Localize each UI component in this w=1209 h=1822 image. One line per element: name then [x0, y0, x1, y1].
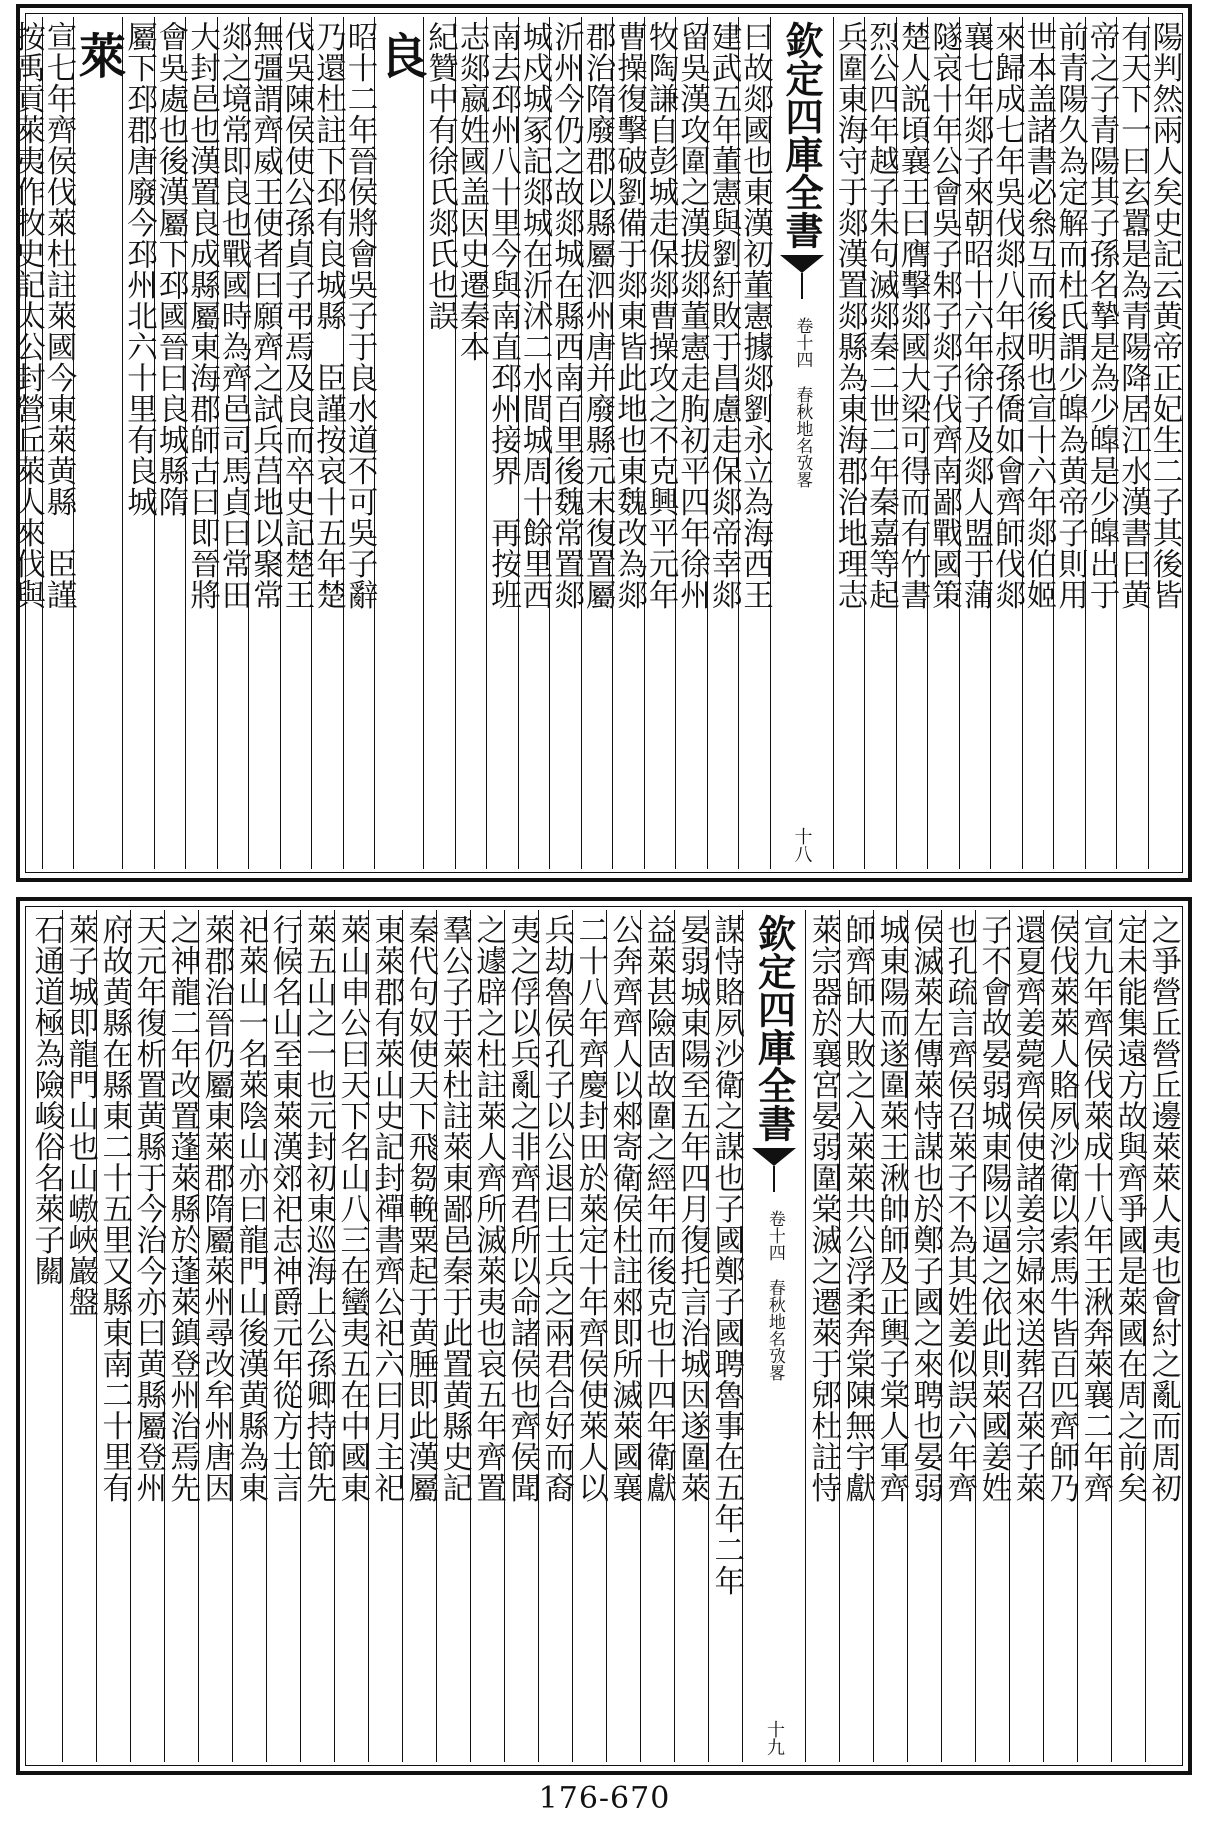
text-column: [873, 910, 907, 1762]
column-text: 陽判然兩人矣史記云黄帝正妃生二子其後皆: [1147, 21, 1182, 610]
text-column: [907, 910, 941, 1762]
text-column: [708, 910, 742, 1762]
fish-tail-mark-icon: [752, 1148, 796, 1192]
text-column: [121, 17, 157, 869]
text-column: [300, 910, 334, 1762]
column-text: 師齊師大敗之入萊萊共公浮柔奔棠陳無宇獻: [839, 914, 875, 1503]
entry-heading-liang: 良: [371, 31, 427, 83]
text-column: [130, 910, 164, 1762]
column-text: 郡治隋廢郡以縣屬泗州唐并廢縣元末復置屬: [580, 21, 615, 610]
text-column: [62, 910, 96, 1762]
section-title: 春秋地名攷畧: [764, 1279, 785, 1381]
text-column: [538, 910, 572, 1762]
column-text: 紀贊中有徐氏郯氏也誤: [422, 21, 458, 331]
text-column: [833, 17, 865, 869]
text-column: [737, 17, 773, 869]
column-text: 兵圍東海守于郯漢置郯縣為東海郡治地理志: [832, 21, 867, 610]
column-text: 大封邑也漢置良成縣屬東海郡師古曰即晉將: [184, 21, 220, 610]
column-text: 子不會故晏弱城東陽以逼之依此則萊國姜姓: [975, 914, 1011, 1503]
text-column: [926, 17, 962, 869]
text-column: [863, 17, 899, 869]
text-column: [1148, 17, 1180, 869]
column-text: 二十八年齊慶封田於萊定十年齊侯使萊人以: [572, 914, 608, 1503]
text-column: [470, 910, 504, 1762]
text-columns: [9, 17, 1182, 869]
column-text: 萊子城即龍門山也山㠂峽巖盤: [62, 914, 98, 1317]
text-column: [310, 17, 346, 869]
column-text: 按禹貢萊夷作牧史記太公封營丘萊人來伐與: [9, 21, 45, 610]
column-text: 萊宗器於襄宮晏弱圍棠滅之遷萊于郳杜註恃: [805, 914, 841, 1503]
leaf-number: 十九: [764, 1720, 785, 1756]
text-column: [548, 17, 584, 869]
column-text: 會吳處也後漢屬下邳國晉曰良城縣隋: [153, 21, 188, 517]
column-text: 萊五山之一也元封初東巡海上公孫卿持節先: [300, 914, 336, 1503]
text-column: [572, 910, 606, 1762]
column-text: 萊山申公曰天下名山八三在蠻夷五在中國東: [334, 914, 370, 1503]
text-column: [1085, 17, 1117, 869]
text-column: [1077, 910, 1111, 1762]
column-text: 夷之俘以兵亂之非齊君所以命諸侯也齊侯聞: [504, 914, 540, 1503]
book-leaf-top: [9, 4, 1192, 882]
column-text: 曹操復擊破劉備于郯東皆此地也東魏改為郯: [611, 21, 647, 610]
column-text: 來歸成七年吳伐郯八年叔孫僑如會齊師伐郯: [989, 21, 1025, 610]
entry-heading-lai: 萊: [70, 31, 126, 83]
text-column: [266, 910, 300, 1762]
column-text: 襄七年郯子來朝昭十六年徐子及郯人盟于蒲: [958, 21, 993, 610]
column-text: 留吳漢攻圍之漢拔郯董憲走朐初平四年徐州: [674, 21, 710, 610]
column-text: 楚人説頃襄王曰膺擊郯國大梁可得而有竹書: [895, 21, 930, 610]
text-column: [29, 910, 62, 1762]
text-column: [42, 17, 74, 869]
text-columns: [29, 910, 1179, 1762]
text-column: [96, 910, 130, 1762]
volume-label: 卷十四: [764, 1210, 785, 1261]
column-text: 前青陽久為定解而杜氏謂少皥為黄帝子則用: [1052, 21, 1088, 610]
text-column: [1115, 17, 1151, 869]
leaf-number: 十八: [791, 827, 813, 863]
column-text: 之神龍二年改置蓬萊縣於蓬萊鎮登州治焉先: [164, 914, 200, 1503]
text-column: [941, 910, 975, 1762]
column-text: 侯伐萊萊人賂夙沙衛以索馬牛皆百匹齊師乃: [1043, 914, 1079, 1503]
text-column: [1052, 17, 1088, 869]
column-text: 南去邳州八十里今與南直邳州接界 再按班: [485, 21, 521, 610]
text-column: [184, 17, 220, 869]
column-text: 天元年復析置黄縣于今治今亦曰黄縣屬登州: [130, 914, 166, 1503]
column-text: 秦代句奴使天下飛芻輓粟起于黄腄即此漢屬: [402, 914, 438, 1503]
column-text: 曰故郯國也東漢初董憲據郯劉永立為海西王: [737, 21, 773, 610]
text-column: [217, 17, 249, 869]
text-column: [975, 910, 1009, 1762]
column-text: 烈公四年越子朱句滅郯秦二世二年秦嘉等起: [863, 21, 899, 610]
fold-strip: [770, 17, 833, 869]
text-column: [9, 17, 45, 869]
fold-strip: [742, 910, 805, 1762]
text-column: [164, 910, 198, 1762]
column-text: 宣九年齊侯伐萊成十八年王湫奔萊襄二年齊: [1077, 914, 1113, 1503]
column-text: 謀恃賂夙沙衛之謀也子國鄭子國聘魯事在五年二年: [708, 914, 744, 1596]
text-column: [674, 910, 708, 1762]
section-title: 春秋地名攷畧: [792, 386, 813, 488]
column-text: 伐吳陳侯使公孫貞子弔焉及良而卒史記楚王: [279, 21, 314, 610]
text-column: [422, 17, 458, 869]
column-text: 東萊郡有萊山史記封禪書齊公祀六曰月主祀: [368, 914, 404, 1503]
column-text: 石通道極為險峻俗名萊子關: [28, 914, 64, 1286]
text-column: [1043, 910, 1077, 1762]
text-column: [989, 17, 1025, 869]
book-title: 欽定四庫全書: [779, 21, 824, 249]
column-text: 之爭營丘營丘邊萊萊人夷也會紂之亂而周初: [1145, 914, 1181, 1503]
column-text: 無彊謂齊威王使者曰願齊之試兵莒地以聚常: [247, 21, 283, 610]
text-column: [343, 17, 375, 869]
text-column: [640, 910, 674, 1762]
book-leaf-bottom: [16, 897, 1192, 1775]
column-text: 郯之境常即良也戰國時為齊邑司馬貞曰常田: [216, 21, 251, 610]
text-column: [154, 17, 186, 869]
column-text: 乃還杜註下邳有良城縣 臣謹按哀十五年楚: [310, 21, 346, 610]
text-column: [839, 910, 873, 1762]
column-text: 帝之子青陽其子孫名摯是為少皥是少皥出于: [1084, 21, 1119, 610]
column-text: 祀萊山一名萊陰山亦曰龍門山後漢黄縣為東: [232, 914, 268, 1503]
text-column: [247, 17, 283, 869]
text-column: [581, 17, 613, 869]
text-column: [611, 17, 647, 869]
text-column: [707, 17, 739, 869]
text-column: [368, 910, 402, 1762]
column-text: 也孔疏言齊侯召萊子不為其姓姜似誤六年齊: [941, 914, 977, 1503]
text-column: [805, 910, 839, 1762]
column-text: 萊郡治晉仍屬東萊郡隋屬萊州尋改牟州唐因: [198, 914, 234, 1503]
column-text: 城戍城冢記郯城在沂沭二水間城周十餘里西: [517, 21, 552, 610]
column-text: 志郯嬴姓國盖因史遷秦本: [454, 21, 489, 362]
column-text: 府故黄縣在縣東二十五里又縣東南二十里有: [96, 914, 132, 1503]
book-title: 欽定四庫全書: [751, 914, 797, 1142]
column-text: 益萊甚險固故圍之經年而後克也十四年衛獻: [640, 914, 676, 1503]
column-text: 定未能集遠方故與齊爭國是萊國在周之前矣: [1111, 914, 1147, 1503]
text-column: [232, 910, 266, 1762]
text-column: [402, 910, 436, 1762]
text-column: [504, 910, 538, 1762]
column-text: 行候名山至東萊漢郊祀志神爵元年從方士言: [266, 914, 302, 1503]
column-text: 建武五年董憲與劉紆敗于昌慮走保郯帝幸郯: [706, 21, 741, 610]
column-text: 公奔齊齊人以郲寄衛侯杜註郲即所滅萊國襄: [606, 914, 642, 1503]
text-column: [455, 17, 487, 869]
microfilm-page-number: 176-670: [538, 1781, 671, 1816]
text-column: [436, 910, 470, 1762]
text-column: [1145, 910, 1179, 1762]
text-column: [674, 17, 710, 869]
text-column: [606, 910, 640, 1762]
text-column: [334, 910, 368, 1762]
column-text: 屬下邳郡唐廢今邳州北六十里有良城: [121, 21, 157, 517]
column-text: 世本盖諸書必叅互而後明也宣十六年郯伯姬: [1021, 21, 1056, 610]
column-text: 牧陶謙自彭城走保郯曹操攻之不克興平元年: [643, 21, 678, 610]
column-text: 侯滅萊左傳萊恃謀也於鄭子國之來聘也晏弱: [907, 914, 943, 1503]
fish-tail-mark-icon: [780, 255, 824, 299]
column-text: 晏弱城東陽至五年四月復托言治城因遂圍萊: [674, 914, 710, 1503]
entry-head-column: [371, 17, 427, 869]
text-column: [644, 17, 676, 869]
column-text: 城東陽而遂圍萊王湫帥師及正輿子棠人軍齊: [873, 914, 909, 1503]
text-column: [959, 17, 991, 869]
text-column: [198, 910, 232, 1762]
entry-head-column: [70, 17, 126, 869]
text-column: [1111, 910, 1145, 1762]
column-text: 昭十二年晉侯將會吳子于良水道不可吳子辭: [342, 21, 377, 610]
text-column: [1009, 910, 1043, 1762]
column-text: 兵劫魯侯孔子以公退曰士兵之兩君合好而裔: [538, 914, 574, 1503]
column-text: 之遽辟之杜註萊人齊所滅萊夷也哀五年齊置: [470, 914, 506, 1503]
column-text: 宣七年齊侯伐萊杜註萊國今東萊黄縣 臣謹: [41, 21, 76, 610]
text-column: [280, 17, 312, 869]
column-text: 羣公子于萊杜註萊東鄙邑秦于此置黄縣史記: [436, 914, 472, 1503]
column-text: 沂州今仍之故郯城在縣西南百里後魏常置郯: [548, 21, 584, 610]
text-column: [1022, 17, 1054, 869]
text-column: [518, 17, 550, 869]
column-text: 隧哀十年公會吳子邾子郯子伐齊南鄙戰國策: [926, 21, 962, 610]
text-column: [485, 17, 521, 869]
text-column: [896, 17, 928, 869]
volume-label: 卷十四: [792, 317, 813, 368]
column-text: 有天下一曰玄囂是為青陽降居江水漢書曰黄: [1115, 21, 1151, 610]
column-text: 還夏齊姜薨齊侯使諸姜宗婦來送葬召萊子萊: [1009, 914, 1045, 1503]
